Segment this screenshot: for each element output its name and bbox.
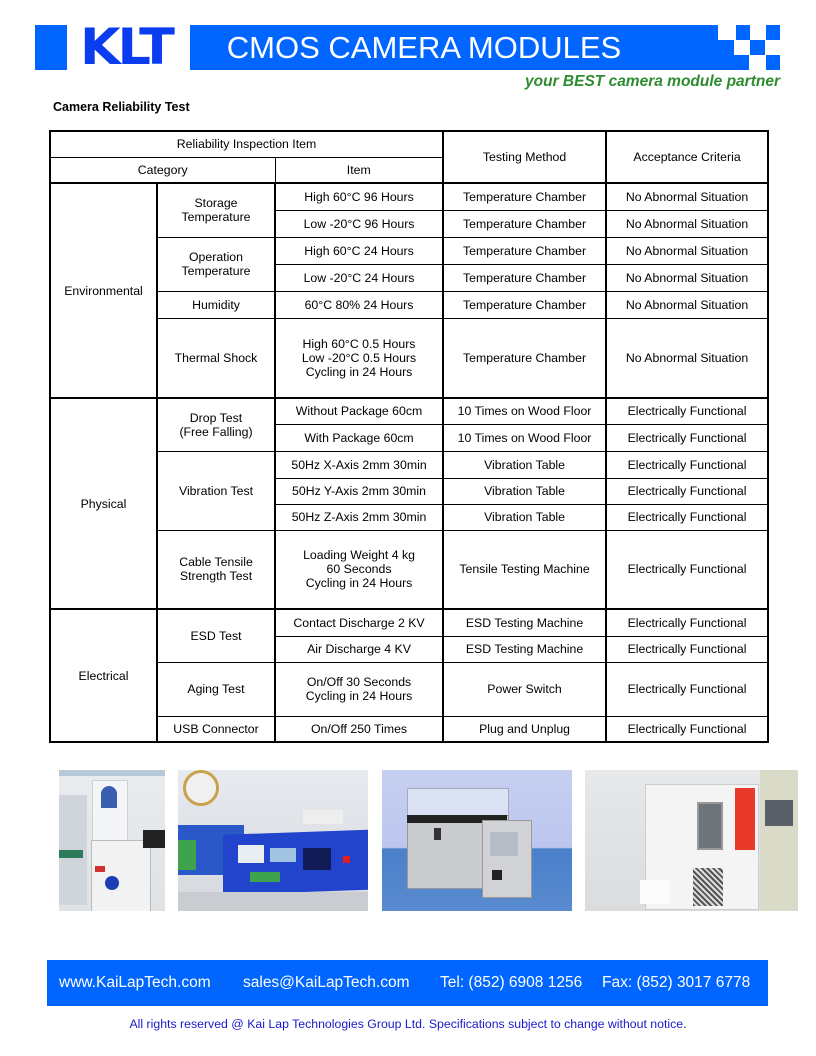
subcategory-storage: Storage Temperature: [157, 183, 275, 237]
table-cell-item: On/Off 30 Seconds Cycling in 24 Hours: [275, 662, 443, 716]
email-link[interactable]: sales@KaiLapTech.com: [243, 974, 410, 991]
table-cell-criteria: Electrically Functional: [606, 636, 768, 662]
category-physical: Physical: [50, 398, 157, 609]
table-cell-criteria: No Abnormal Situation: [606, 264, 768, 291]
table-cell-method: Plug and Unplug: [443, 716, 606, 742]
table-cell-method: Temperature Chamber: [443, 318, 606, 398]
table-cell-item: 60°C 80% 24 Hours: [275, 291, 443, 318]
header-testing-method: Testing Method: [443, 131, 606, 183]
table-cell-method: Temperature Chamber: [443, 237, 606, 264]
table-cell-criteria: No Abnormal Situation: [606, 318, 768, 398]
header-reliability-item: Reliability Inspection Item: [50, 131, 443, 157]
table-cell-item: Loading Weight 4 kg 60 Seconds Cycling in 24 Hours: [275, 530, 443, 609]
subcategory-operation: Operation Temperature: [157, 237, 275, 291]
reliability-table: [49, 130, 769, 743]
plug-tester-photo: [178, 770, 368, 911]
subcategory-esd-test: ESD Test: [157, 609, 275, 662]
subcategory-cable-tensile: Cable Tensile Strength Test: [157, 530, 275, 609]
table-cell-criteria: Electrically Functional: [606, 451, 768, 478]
table-cell-criteria: Electrically Functional: [606, 478, 768, 504]
salt-spray-chamber-photo: [382, 770, 572, 911]
table-cell-criteria: Electrically Functional: [606, 609, 768, 636]
table-cell-item: 50Hz X-Axis 2mm 30min: [275, 451, 443, 478]
subcategory-usb-connector: USB Connector: [157, 716, 275, 742]
table-cell-item: 50Hz Y-Axis 2mm 30min: [275, 478, 443, 504]
table-cell-item: 50Hz Z-Axis 2mm 30min: [275, 504, 443, 530]
subcategory-drop-test: Drop Test (Free Falling): [157, 398, 275, 451]
table-cell-criteria: No Abnormal Situation: [606, 183, 768, 210]
telephone: Tel: (852) 6908 1256: [440, 974, 583, 991]
page-title-banner: [190, 25, 718, 70]
table-cell-item: High 60°C 0.5 Hours Low -20°C 0.5 Hours Cycling in 24 Hours: [275, 318, 443, 398]
table-cell-item: High 60°C 24 Hours: [275, 237, 443, 264]
table-cell-method: 10 Times on Wood Floor: [443, 398, 606, 424]
section-title: Camera Reliability Test: [53, 100, 190, 114]
table-cell-item: On/Off 250 Times: [275, 716, 443, 742]
table-cell-item: Air Discharge 4 KV: [275, 636, 443, 662]
table-cell-criteria: Electrically Functional: [606, 716, 768, 742]
table-cell-item: Low -20°C 96 Hours: [275, 210, 443, 237]
table-cell-criteria: No Abnormal Situation: [606, 210, 768, 237]
table-cell-criteria: Electrically Functional: [606, 504, 768, 530]
table-cell-criteria: Electrically Functional: [606, 662, 768, 716]
contact-bar: [47, 960, 768, 1006]
table-cell-method: Temperature Chamber: [443, 291, 606, 318]
table-cell-method: 10 Times on Wood Floor: [443, 424, 606, 451]
esd-tester-photo: [59, 770, 165, 911]
subcategory-thermal-shock: Thermal Shock: [157, 318, 275, 398]
table-cell-method: Temperature Chamber: [443, 210, 606, 237]
fax: Fax: (852) 3017 6778: [602, 974, 751, 991]
tagline: your BEST camera module partner: [525, 73, 780, 90]
category-electrical: Electrical: [50, 609, 157, 742]
table-cell-method: Temperature Chamber: [443, 183, 606, 210]
category-environmental: Environmental: [50, 183, 157, 398]
page-title: CMOS CAMERA MODULES: [226, 30, 622, 65]
table-cell-method: Vibration Table: [443, 478, 606, 504]
table-cell-criteria: No Abnormal Situation: [606, 291, 768, 318]
header-acceptance-criteria: Acceptance Criteria: [606, 131, 768, 183]
website-link[interactable]: www.KaiLapTech.com: [59, 974, 211, 991]
table-cell-method: Vibration Table: [443, 451, 606, 478]
table-cell-method: Power Switch: [443, 662, 606, 716]
table-cell-item: Contact Discharge 2 KV: [275, 609, 443, 636]
subcategory-aging-test: Aging Test: [157, 662, 275, 716]
table-cell-criteria: Electrically Functional: [606, 530, 768, 609]
header-item: Item: [275, 157, 443, 183]
table-cell-method: Temperature Chamber: [443, 264, 606, 291]
header-left-block: [35, 25, 67, 70]
table-cell-method: ESD Testing Machine: [443, 636, 606, 662]
subcategory-humidity: Humidity: [157, 291, 275, 318]
table-cell-item: With Package 60cm: [275, 424, 443, 451]
klt-logo: KLT: [80, 18, 172, 76]
table-cell-criteria: Electrically Functional: [606, 398, 768, 424]
table-cell-method: Vibration Table: [443, 504, 606, 530]
copyright-notice: All rights reserved @ Kai Lap Technologies Group Ltd. Specifications subject to change without notice.: [129, 1017, 687, 1031]
table-cell-item: Low -20°C 24 Hours: [275, 264, 443, 291]
subcategory-vibration-test: Vibration Test: [157, 451, 275, 530]
temperature-chamber-photo: [585, 770, 798, 911]
header-category: Category: [50, 157, 275, 183]
table-cell-item: Without Package 60cm: [275, 398, 443, 424]
table-cell-item: High 60°C 96 Hours: [275, 183, 443, 210]
table-cell-criteria: Electrically Functional: [606, 424, 768, 451]
table-cell-method: Tensile Testing Machine: [443, 530, 606, 609]
table-cell-criteria: No Abnormal Situation: [606, 237, 768, 264]
table-cell-method: ESD Testing Machine: [443, 609, 606, 636]
